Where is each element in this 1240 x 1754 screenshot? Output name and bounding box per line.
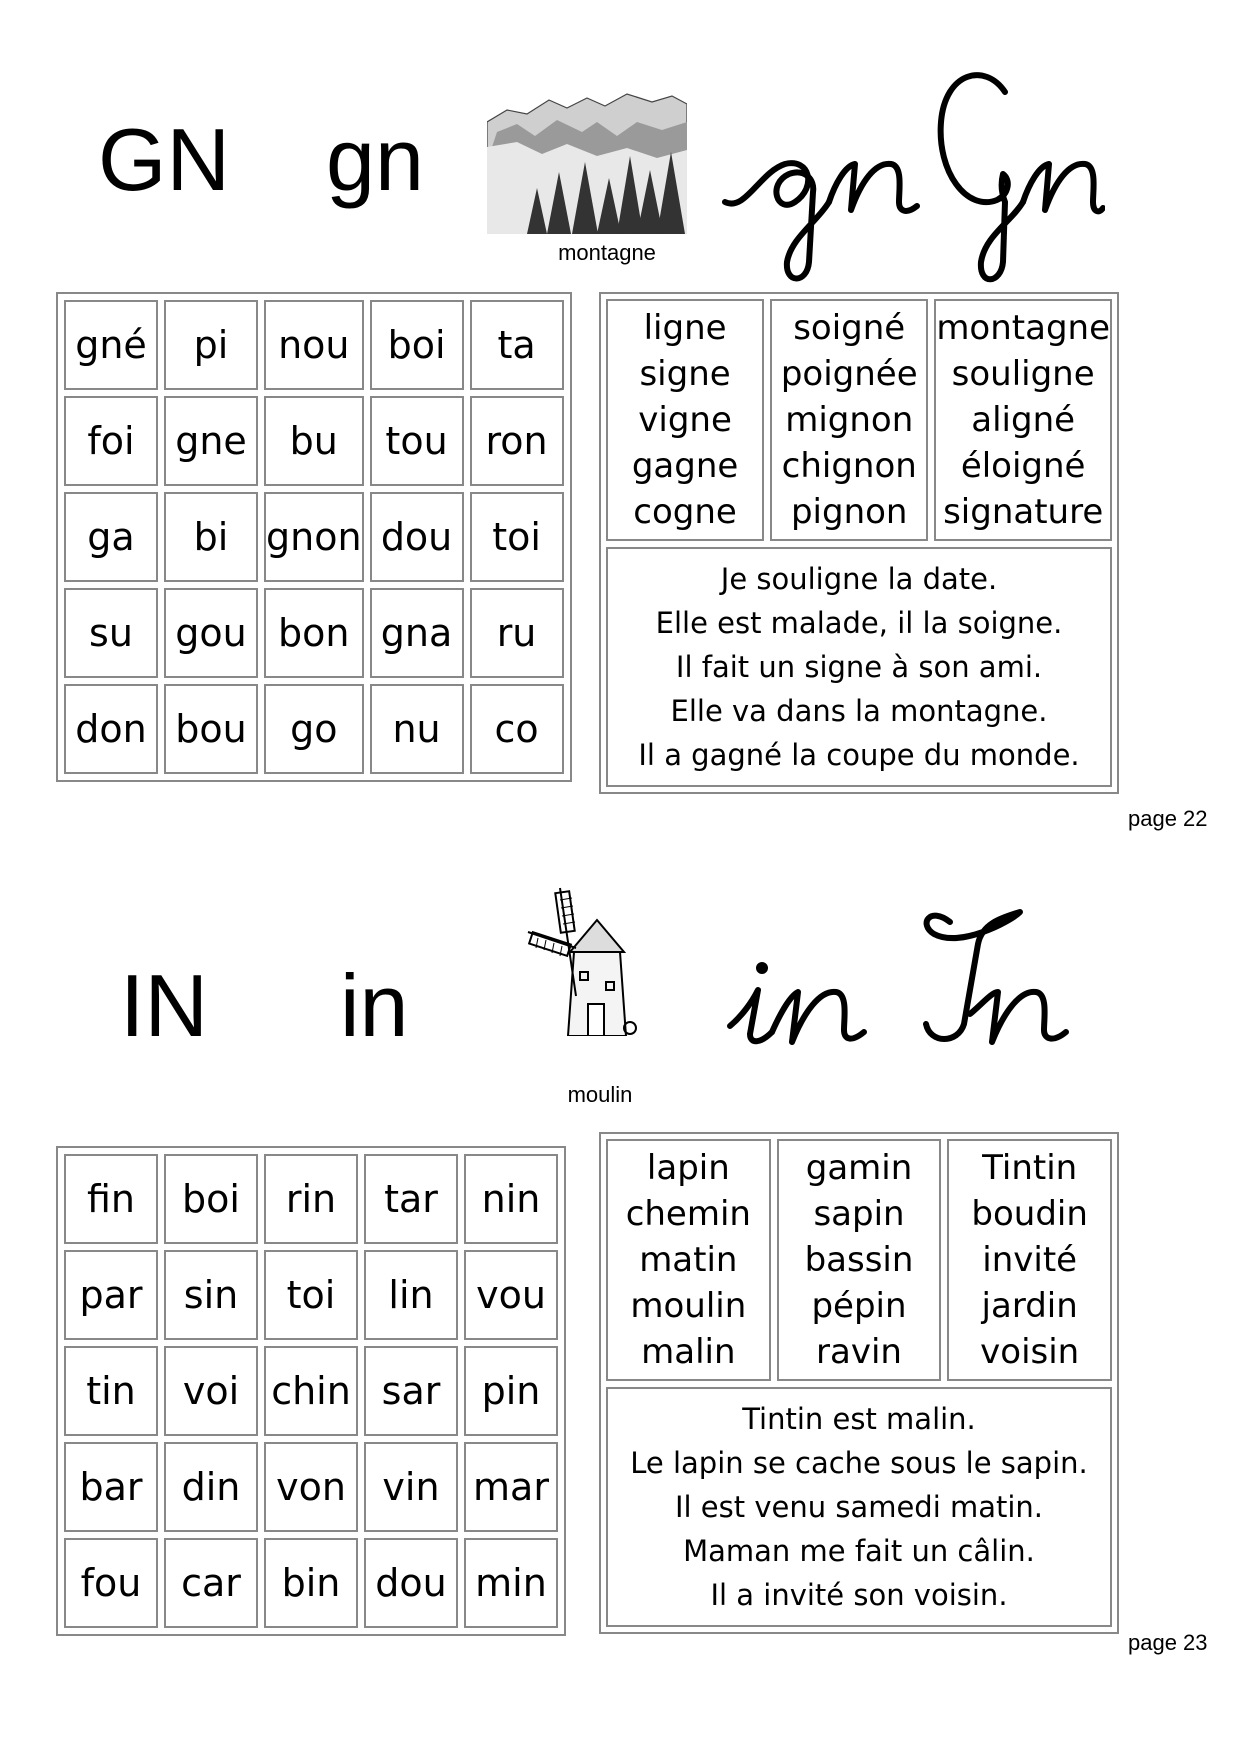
word: pignon [790,492,908,532]
syllable-cell: toi [470,492,564,582]
word: souligne [951,354,1095,394]
image-caption: montagne [558,240,656,265]
syllable-cell: go [264,684,364,774]
syllable-cell: voi [164,1346,258,1436]
syllable-cell: bar [64,1442,158,1532]
table-row [64,684,564,774]
syllable-cell: bi [164,492,258,582]
syllable-cell: nu [370,684,464,774]
word-column [934,299,1112,541]
syllable-cell: ta [470,300,564,390]
page-number: page 22 [1128,806,1208,831]
syllable-cell: gou [164,588,258,678]
syllable-cell: toi [264,1250,358,1340]
word: ravin [816,1332,902,1372]
syllable-cell: sar [364,1346,458,1436]
syllable-cell: gnon [264,492,364,582]
sentences-box [606,1387,1112,1627]
syllable-grid [56,1146,566,1636]
syllable-cell: vin [364,1442,458,1532]
syllable-cell: ru [470,588,564,678]
syllable-cell: bou [164,684,258,774]
table-row [64,396,564,486]
syllable-cell: bu [264,396,364,486]
table-row [64,1250,558,1340]
sentence: Il fait un signe à son ami. [675,650,1043,684]
sentence: Je souligne la date. [720,562,998,596]
syllable-cell: ron [470,396,564,486]
word: soigné [793,308,906,348]
syllable-cell: boi [164,1154,258,1244]
cursive-letters-in [720,894,1100,1058]
word: aligné [971,400,1076,440]
word: sapin [813,1194,905,1234]
word: ligne [643,308,727,348]
syllable-cell: co [470,684,564,774]
syllable-cell: sin [164,1250,258,1340]
word: matin [639,1240,738,1280]
syllable-cell: tin [64,1346,158,1436]
word: cogne [633,492,737,532]
word: bassin [804,1240,914,1280]
word: lapin [646,1148,730,1188]
word: jardin [981,1286,1078,1326]
syllable-cell: din [164,1442,258,1532]
table-row [64,1442,558,1532]
word-columns [606,299,1112,541]
syllable-cell: bon [264,588,364,678]
word-columns [606,1139,1112,1381]
word: signature [943,492,1104,532]
syllable-cell: dou [364,1538,458,1628]
syllable-cell: pin [464,1346,558,1436]
word: mignon [785,400,914,440]
sentence: Il a invité son voisin. [710,1578,1008,1612]
word: gamin [805,1148,913,1188]
word-column [777,1139,942,1381]
sentence: Il est venu samedi matin. [674,1490,1044,1524]
lowercase-letters: gn [326,110,424,209]
sentences-box [606,547,1112,787]
sentence: Elle va dans la montagne. [670,694,1048,728]
syllable-cell: tou [370,396,464,486]
word: moulin [630,1286,747,1326]
syllable-cell: boi [370,300,464,390]
word: malin [641,1332,736,1372]
table-row [64,1346,558,1436]
syllable-cell: car [164,1538,258,1628]
syllable-cell: pi [164,300,258,390]
syllable-cell: nou [264,300,364,390]
windmill-icon [524,886,644,1036]
uppercase-letters: GN [98,110,230,209]
syllable-cell: rin [264,1154,358,1244]
syllable-cell: bin [264,1538,358,1628]
uppercase-letters: IN [120,956,208,1055]
word: Tintin [982,1148,1078,1188]
syllable-cell: nin [464,1154,558,1244]
syllable-cell: mar [464,1442,558,1532]
syllable-grid [56,292,572,782]
syllable-cell: foi [64,396,158,486]
syllable-cell: tar [364,1154,458,1244]
word: montagne [936,308,1110,348]
word: vigne [638,400,732,440]
word: pépin [811,1286,907,1326]
section-in [0,840,1240,1680]
syllable-cell: par [64,1250,158,1340]
page-number: page 23 [1128,1630,1208,1655]
word: éloigné [960,446,1086,486]
word: chemin [625,1194,751,1234]
word: gagne [631,446,739,486]
syllable-cell: su [64,588,158,678]
syllable-cell: dou [370,492,464,582]
table-row [64,1154,558,1244]
word-column [947,1139,1112,1381]
sentence: Maman me fait un câlin. [683,1534,1035,1568]
sentence: Elle est malade, il la soigne. [655,606,1063,640]
sentence: Il a gagné la coupe du monde. [638,738,1080,772]
syllable-cell: vou [464,1250,558,1340]
word-column [606,1139,771,1381]
syllable-cell: fin [64,1154,158,1244]
image-caption: moulin [567,1082,633,1107]
syllable-cell: lin [364,1250,458,1340]
word: invité [982,1240,1078,1280]
table-row [64,492,564,582]
syllable-cell: fou [64,1538,158,1628]
word-column [770,299,928,541]
word: chignon [781,446,917,486]
mountain-icon [487,92,687,234]
syllable-cell: min [464,1538,558,1628]
syllable-cell: don [64,684,158,774]
word: signe [639,354,731,394]
sentence: Tintin est malin. [742,1402,976,1436]
syllable-cell: chin [264,1346,358,1436]
lowercase-letters: in [340,956,409,1055]
syllable-cell: ga [64,492,158,582]
cursive-letters-gn [705,62,1105,296]
table-row [64,300,564,390]
table-row [64,1538,558,1628]
syllable-cell: gna [370,588,464,678]
syllable-cell: gne [164,396,258,486]
table-row [64,588,564,678]
word: boudin [971,1194,1088,1234]
reading-panel [599,1132,1119,1634]
syllable-cell: von [264,1442,358,1532]
sentence: Le lapin se cache sous le sapin. [630,1446,1088,1480]
reading-panel [599,292,1119,794]
section-gn [0,0,1240,850]
word: poignée [780,354,918,394]
word-column [606,299,764,541]
syllable-cell: gné [64,300,158,390]
word: voisin [980,1332,1080,1372]
